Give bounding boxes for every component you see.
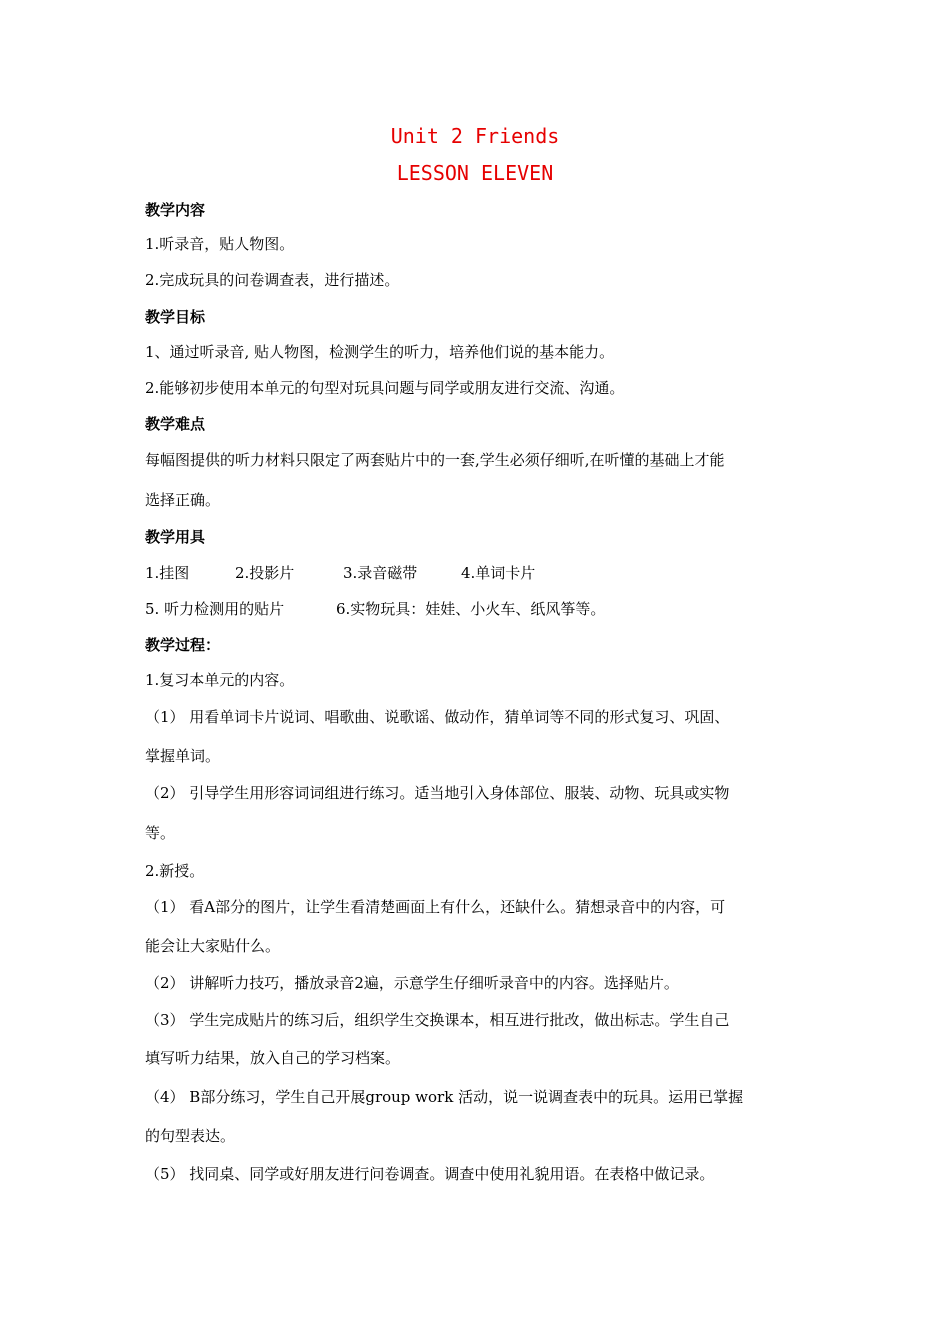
content-item: 2.完成玩具的问卷调查表，进行描述。 <box>145 271 400 289</box>
tool-item: 2.投影片 <box>235 564 295 582</box>
difficulty-text: 选择正确。 <box>145 491 221 509</box>
section-heading-process: 教学过程： <box>145 636 221 654</box>
document-title: Unit 2 Friends <box>390 124 560 148</box>
process-line: 2.新授。 <box>145 862 205 880</box>
process-line: 掌握单词。 <box>145 747 221 765</box>
process-line: （4） B部分练习，学生自己开展group work 活动，说一说调查表中的玩具。运用已掌握 <box>145 1088 744 1106</box>
process-line: （1） 看A部分的图片，让学生看清楚画面上有什么，还缺什么。猜想录音中的内容，可 <box>145 898 726 916</box>
process-line: 1.复习本单元的内容。 <box>145 671 295 689</box>
process-line: 填写听力结果，放入自己的学习档案。 <box>145 1049 401 1067</box>
process-line: 能会让大家贴什么。 <box>145 937 281 955</box>
process-line: （1） 用看单词卡片说词、唱歌曲、说歌谣、做动作，猜单词等不同的形式复习、巩固、 <box>145 708 730 726</box>
process-line: （5） 找同桌、同学或好朋友进行问卷调查。调查中使用礼貌用语。在表格中做记录。 <box>145 1165 715 1183</box>
lesson-subtitle: LESSON ELEVEN <box>396 161 554 185</box>
process-line: （2） 讲解听力技巧，播放录音2遍，示意学生仔细听录音中的内容。选择贴片。 <box>145 974 679 992</box>
difficulty-text: 每幅图提供的听力材料只限定了两套贴片中的一套,学生必须仔细听,在听懂的基础上才能 <box>145 451 725 469</box>
tool-item: 6.实物玩具：娃娃、小火车、纸风筝等。 <box>336 600 606 618</box>
tools-row <box>145 563 825 583</box>
tools-row <box>145 599 825 619</box>
tool-item: 1.挂图 <box>145 564 190 582</box>
goal-item: 1、通过听录音, 贴人物图，检测学生的听力，培养他们说的基本能力。 <box>145 343 615 361</box>
content-item: 1.听录音，贴人物图。 <box>145 235 295 253</box>
process-line: 的句型表达。 <box>145 1127 236 1145</box>
goal-item: 2.能够初步使用本单元的句型对玩具问题与同学或朋友进行交流、沟通。 <box>145 379 625 397</box>
process-line: （2） 引导学生用形容词词组进行练习。适当地引入身体部位、服装、动物、玩具或实物 <box>145 784 730 802</box>
process-line: 等。 <box>145 824 176 842</box>
section-heading-content: 教学内容 <box>145 201 206 219</box>
section-heading-goals: 教学目标 <box>145 308 206 326</box>
process-line: （3） 学生完成贴片的练习后，组织学生交换课本，相互进行批改，做出标志。学生自己 <box>145 1011 730 1029</box>
section-heading-difficulty: 教学难点 <box>145 415 206 433</box>
tool-item: 5. 听力检测用的贴片 <box>145 600 285 618</box>
section-heading-tools: 教学用具 <box>145 528 206 546</box>
tool-item: 4.单词卡片 <box>461 564 536 582</box>
tool-item: 3.录音磁带 <box>343 564 418 582</box>
